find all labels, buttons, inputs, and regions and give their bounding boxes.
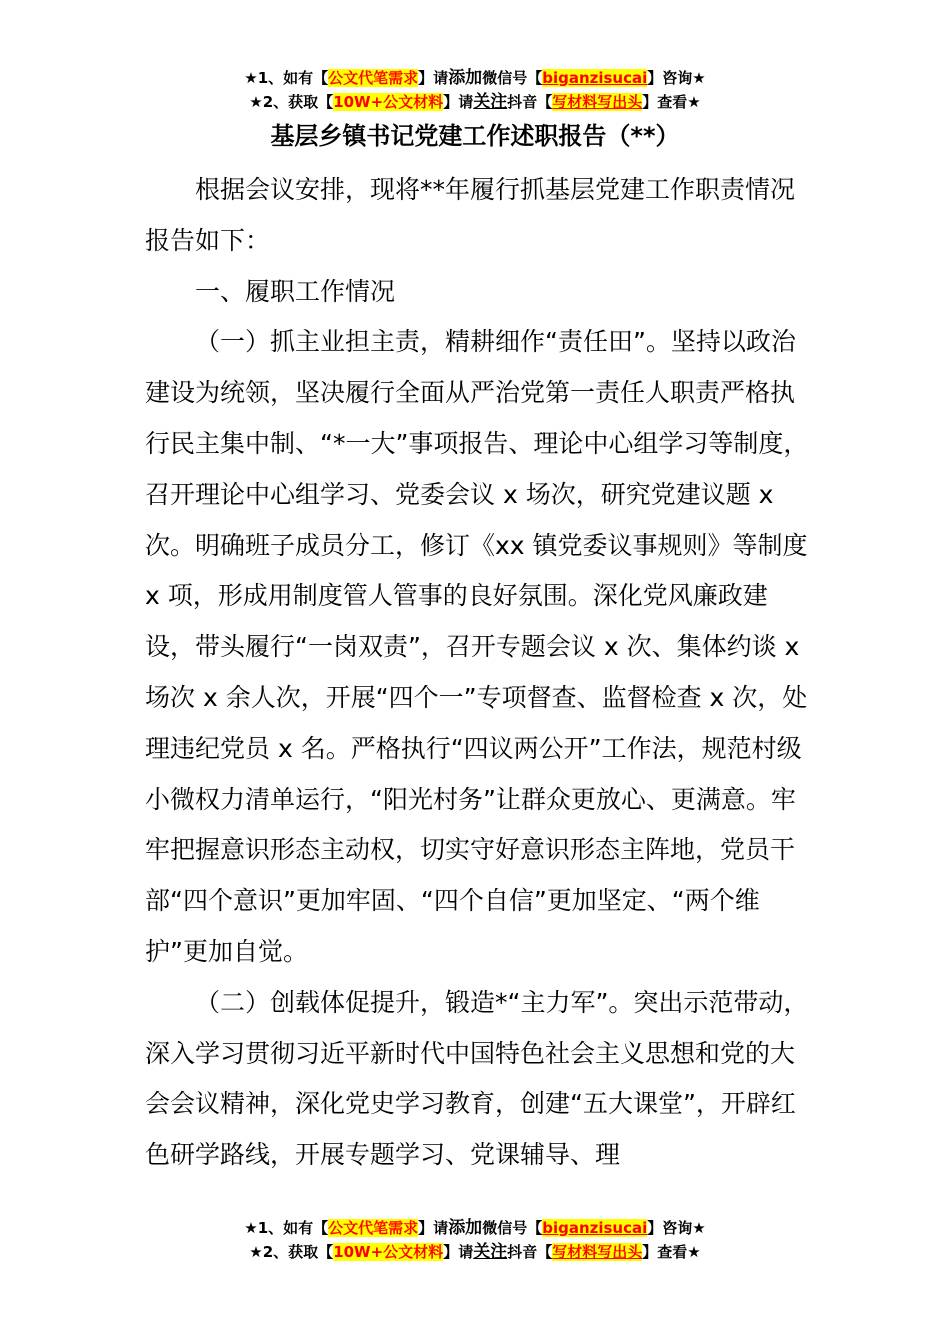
body-paragraph: （二）创载体促提升，锻造*“主力军”。突出示范带动，深入学习贯彻习近平新时代中国特色社会主义思想和党的大会会议精神，深化党史学习教育，创建“五大课堂”，开辟红色研学路线，开展专题学习、党课辅导、理 [145,987,809,1170]
promo-text: 抖音【 [507,93,553,111]
document-body [145,165,815,1181]
promo-text-emphasis: 关注 [473,92,508,112]
footer-promo-banner [0,1216,950,1264]
promo-text: ★2、获取【 [249,93,334,111]
promo-text-emphasis: 添加 [448,1218,483,1238]
promo-text: ★1、如有【 [244,1219,329,1237]
promo-text: 】请 [443,93,474,111]
promo-text: 】请 [418,69,449,87]
promo-text: 】请 [418,1219,449,1237]
promo-text: 微信号【 [482,1219,543,1237]
promo-text: 】查看★ [642,1243,701,1261]
promo-text: 微信号【 [482,69,543,87]
header-promo-banner [0,66,950,114]
promo-text: ★1、如有【 [244,69,329,87]
promo-line-2 [0,90,950,114]
intro-paragraph: 根据会议安排，现将**年履行抓基层党建工作职责情况报告如下： [145,175,796,255]
promo-wechat-id[interactable]: biganzisucai [542,69,648,87]
promo-line-1 [0,1216,950,1240]
promo-text: 】查看★ [642,93,701,111]
promo-line-2 [0,1240,950,1264]
promo-wechat-id[interactable]: biganzisucai [542,1219,648,1237]
promo-text: 】请 [443,1243,474,1261]
promo-highlight-service: 公文代笔需求 [328,1219,419,1237]
promo-text: 】咨询★ [647,69,706,87]
promo-highlight-materials: 10W+公文材料 [333,1243,444,1261]
document-title: 基层乡镇书记党建工作述职报告（**） [270,122,680,150]
promo-text-emphasis: 关注 [473,1242,508,1262]
promo-text-emphasis: 添加 [448,68,483,88]
promo-douyin-account[interactable]: 写材料写出头 [552,93,643,111]
promo-text: 】咨询★ [647,1219,706,1237]
body-paragraph: （一）抓主业担主责，精耕细作“责任田”。坚持以政治建设为统领，坚决履行全面从严治党第一责任人职责严格执行民主集中制、“*一大”事项报告、理论中心组学习等制度，召开理论中心组学习、党委会议 x 场次，研究党建议题 x 次。明确班子成员分工，修订《xx 镇党委议事规则》等制度 x 项，形成用制度管人管事的良好氛围。深化党风廉政建设，带头履行“一岗双责”，召开专题会议 x 次、集体约谈 x 场次 x 余人次，开展“四个一”专项督查、监督检查 x 次，处理违纪党员 x 名。严格执行“四议两公开”工作法，规范村级小微权力清单运行，“阳光村务”让群众更放心、更满意。牢牢把握意识形态主动权，切实守好意识形态主阵地，党员干部“四个意识”更加牢固、“四个自信”更加坚定、“两个维护”更加自觉。 [145,327,809,966]
promo-douyin-account[interactable]: 写材料写出头 [552,1243,643,1261]
promo-line-1 [0,66,950,90]
promo-text: ★2、获取【 [249,1243,334,1261]
promo-text: 抖音【 [507,1243,553,1261]
promo-highlight-materials: 10W+公文材料 [333,93,444,111]
section-heading: 一、履职工作情况 [195,276,396,306]
promo-highlight-service: 公文代笔需求 [328,69,419,87]
